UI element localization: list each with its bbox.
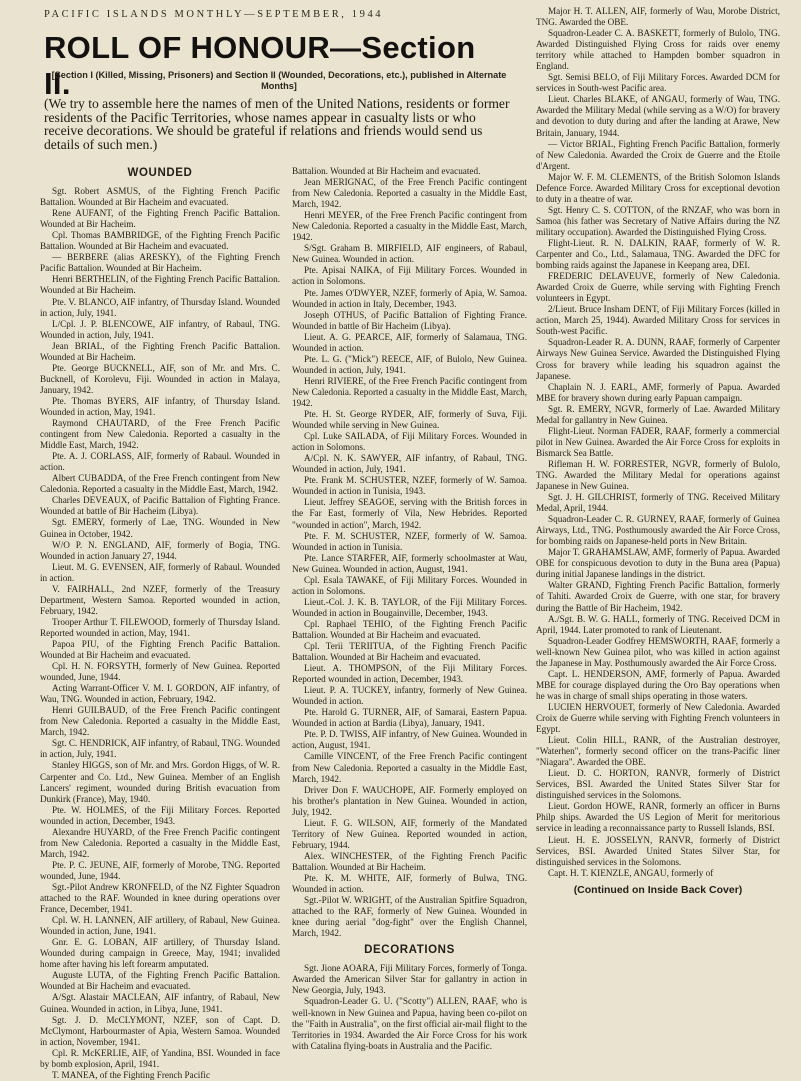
roll-entry: Papoa PIU, of the Fighting French Pacific Battalion. Wounded at Bir Hacheim and evacuated.: [40, 638, 280, 661]
roll-entry: Pte. L. G. ("Mick") REECE, AIF, of Bulolo, New Guinea. Wounded in action, July, 1941.: [292, 353, 527, 375]
page-subtitle: [Section I (Killed, Missing, Prisoners) and Section II (Wounded, Decorations, etc.), published in Alternate Months]: [51, 70, 507, 91]
roll-entry: 2/Lieut. Bruce Insham DENT, of Fiji Military Forces (killed in action, March 25, 1944). Awarded Military Cross for services in South-west Pacific.: [536, 304, 780, 337]
roll-entry: Trooper Arthur T. FILEWOOD, formerly of Thursday Island. Reported wounded in action, May, 1941.: [40, 616, 280, 638]
roll-entry: Lieut. Colin HILL, RANR, of the Australian destroyer, "Waterhen", formerly second officer on the trans-Pacific liner "Niagara". Awarded the OBE.: [536, 735, 780, 768]
roll-entry: Capt. H. T. KIENZLE, ANGAU, formerly of: [548, 867, 714, 878]
roll-entry: Pte. George BUCKNELL, AIF, son of Mr. and Mrs. C. Bucknell, of Korolevu, Fiji. Wounded in action in Malaya, January, 1942.: [40, 362, 280, 395]
roll-entry: Pte. Harold G. TURNER, AIF, of Samarai, Eastern Papua. Wounded in action at Bardia (Libya), January, 1941.: [292, 707, 527, 729]
decorations-list-right: [536, 6, 780, 879]
roll-entry: Driver Don F. WAUCHOPE, AIF. Formerly employed on his brother's plantation in New Guinea. Wounded in action, July, 1942.: [292, 784, 527, 817]
roll-entry: W/O P. N. ENGLAND, AIF, formerly of Bogia, TNG. Wounded in action January 27, 1944.: [40, 539, 280, 561]
roll-entry: Sgt. Henry C. S. COTTON, of the RNZAF, who was born in Samoa (his father was Secretary of Native Affairs during the NZ military occupation). Awarded the Distinguished Flying Cross.: [536, 204, 780, 237]
roll-entry: Lieut. Charles BLAKE, of ANGAU, formerly of Wau, TNG. Awarded the Military Medal (while serving as a W/O) for bravery and devotion to duty during and after the landing at Arawe, New Britain, January, 1944.: [536, 94, 780, 138]
roll-entry: Sgt. J. D. McCLYMONT, NZEF, son of Capt. D. McClymont, Harbourmaster of Apia, Western Samoa. Wounded in action, November, 1941.: [40, 1014, 280, 1047]
roll-entry: A/Cpl. N. K. SAWYER, AIF infantry, of Rabaul, TNG. Wounded in action, July, 1941.: [292, 453, 527, 475]
roll-entry: Cpl. H. N. FORSYTH, formerly of New Guinea. Reported wounded, June, 1944.: [40, 661, 280, 683]
roll-entry: Joseph OTHUS, of Pacific Battalion of Fighting France. Wounded in battle of Bir Hacheim (Libya).: [292, 309, 527, 331]
roll-entry: Rifleman H. W. FORRESTER, NGVR, formerly of Bulolo, TNG. Awarded the Military Medal for operations against Japanese in New Guinea.: [536, 458, 780, 492]
roll-entry: Cpl. W. H. LANNEN, AIF artillery, of Rabaul, New Guinea. Wounded in action, June, 1941.: [40, 915, 280, 937]
roll-entry: Gnr. E. G. LOBAN, AIF artillery, of Thursday Island. Wounded during campaign in Greece, May, 1941; invalided home after having his left forearm amputated.: [40, 937, 280, 970]
roll-entry: Squadron-Leader C. R. GURNEY, RAAF, formerly of Guinea Airways, Ltd., TNG. Posthumously awarded the Air Force Cross, for bombing raids on Japanese-held ports in New Britain.: [536, 514, 780, 547]
roll-entry: V. FAIRHALL, 2nd NZEF, formerly of the Treasury Department, Western Samoa. Reported wounded in action, February, 1942.: [40, 583, 280, 616]
roll-entry: Major H. T. ALLEN, AIF, formerly of Wau, Morobe District, TNG. Awarded the OBE.: [536, 6, 780, 28]
roll-entry: Sgt. C. HENDRICK, AIF infantry, of Rabaul, TNG. Wounded in action, July, 1941.: [40, 738, 280, 760]
roll-entry: Sgt. Semisi BELO, of Fiji Military Forces. Awarded DCM for services in South-west Pacific area.: [536, 72, 780, 94]
roll-entry: Jean BRIAL, of the Fighting French Pacific Battalion. Wounded at Bir Hacheim.: [40, 340, 280, 362]
roll-entry: Walter GRAND, Fighting French Pacific Battalion, formerly of Tahiti. Awarded Croix de Guerre, with one star, for bravery during the Battle of Bir Hacheim, 1942.: [536, 580, 780, 613]
roll-entry: A/Sgt. Alastair MACLEAN, AIF infantry, of Rabaul, New Guinea. Wounded in action, in Libya, June, 1941.: [40, 992, 280, 1014]
roll-entry: Lieut. P. A. TUCKEY, infantry, formerly of New Guinea. Wounded in action.: [292, 685, 527, 707]
roll-entry: Stanley HIGGS, son of Mr. and Mrs. Gordon Higgs, of W. R. Carpenter and Co. Ltd., New Guinea. Member of an English Lancers' regiment, wounded during British evacuation from Dunkirk (France), May, 1940.: [40, 760, 280, 804]
roll-entry: Pte. A. J. CORLASS, AIF, formerly of Rabaul. Wounded in action.: [40, 451, 280, 473]
roll-entry: Lieut. D. C. HORTON, RANVR, formerly of District Services, BSI. Awarded the United States Silver Star for distinguished services in the Solomons.: [536, 768, 780, 801]
intro-paragraph: (We try to assemble here the names of men of the United Nations, residents or former residents of the Pacific Territories, whose names appear in casualty lists or who receive decorations. We should be grateful if relations and friends would send us details of such men.): [44, 96, 510, 152]
section-heading-decorations: DECORATIONS: [364, 944, 455, 957]
roll-entry: Lieut. Gordon HOWE, RANR, formerly an officer in Burns Philp ships. Awarded the US Legion of Merit for meritorious service in leading a reconnaissance party to Russell Islands, BSI.: [536, 801, 780, 834]
roll-entry: FREDERIC DELAVEUVE, formerly of New Caledonia. Awarded Croix de Guerre, while serving with Fighting French volunteers in Egypt.: [536, 271, 780, 304]
roll-entry: Lieut. M. G. EVENSEN, AIF, formerly of Rabaul. Wounded in action.: [40, 561, 280, 583]
roll-entry: Pte. K. M. WHITE, AIF, formerly of Bulwa, TNG. Wounded in action.: [292, 873, 527, 895]
roll-entry: Pte. P. C. JEUNE, AIF, formerly of Morobe, TNG. Reported wounded, June, 1944.: [40, 859, 280, 881]
roll-entry: Pte. Frank M. SCHUSTER, NZEF, formerly of W. Samoa. Wounded in action in Tunisia, 1943.: [292, 475, 527, 497]
roll-entry: L/Cpl. J. P. BLENCOWE, AIF infantry, of Rabaul, TNG. Wounded in action, July, 1941.: [40, 318, 280, 340]
roll-entry: Cpl. Esala TAWAKE, of Fiji Military Forces. Wounded in action in Solomons.: [292, 574, 527, 596]
roll-entry: Raymond CHAUTARD, of the Free French Pacific contingent from New Caledonia. Reported a casualty in the Middle East, March, 1942.: [40, 418, 280, 451]
roll-entry: Jean MERIGNAC, of the Free French Pacific contingent from New Caledonia. Reported a casualty in the Middle East, March, 1942.: [292, 177, 527, 210]
roll-entry: Pte. Lance STARFER, AIF, formerly schoolmaster at Wau, New Guinea. Wounded in action, August, 1941.: [292, 552, 527, 574]
roll-entry: Sgt.-Pilot W. WRIGHT, of the Australian Spitfire Squadron, attached to the RAF, formerly of New Guinea. Wounded in knee during aerial "dog-fight" over the English Channel, March, 1942.: [292, 895, 527, 939]
roll-entry: Squadron-Leader R. A. DUNN, RAAF, formerly of Carpenter Airways New Guinea Service. Awarded the Distinguished Flying Cross for bravery while leading his squadron against the Japanese.: [536, 337, 780, 381]
column-left: [40, 166, 280, 1080]
roll-entry: Camille VINCENT, of the Free French Pacific contingent from New Caledonia. Reported a casualty in the Middle East, March, 1942.: [292, 751, 527, 784]
roll-entry: Sgt. Jione AOARA, Fiji Military Forces, formerly of Tonga. Awarded the American Silver Star for gallantry in action in New Georgia, July, 1943.: [292, 963, 527, 996]
roll-entry: Lieut. F. G. WILSON, AIF, formerly of the Mandated Territory of New Guinea. Reported wounded in action, February, 1944.: [292, 817, 527, 850]
roll-entry: Albert CUBADDA, of the Free French contingent from New Caledonia. Reported a casualty in the Middle East, March, 1942.: [40, 473, 280, 495]
roll-entry: Rene AUFANT, of the Fighting French Pacific Battalion. Wounded at Bir Hacheim.: [40, 208, 280, 230]
roll-entry: Major T. GRAHAMSLAW, AMF, formerly of Papua. Awarded OBE for conspicuous devotion to duty in the Buna area (Papua) during initial Japanese landings in the district.: [536, 547, 780, 580]
roll-entry: Pte. P. D. TWISS, AIF infantry, of New Guinea. Wounded in action, August, 1941.: [292, 729, 527, 751]
roll-entry: Henri GUILBAUD, of the Free French Pacific contingent from New Caledonia. Reported a casualty in the Middle East, March, 1942.: [40, 705, 280, 738]
roll-entry: — Victor BRIAL, Fighting French Pacific Battalion, formerly of New Caledonia. Awarded the Croix de Guerre and the Etoile d'Argent.: [536, 138, 780, 171]
roll-entry: Lieut. A. THOMPSON, of the Fiji Military Forces. Reported wounded in action, December, 1943.: [292, 663, 527, 685]
roll-entry: Squadron-Leader G. U. ("Scotty") ALLEN, RAAF, who is well-known in New Guinea and Papua, having been co-pilot on the "Faith in Australia", on the first official air-mail flight to the Territories in 1934. Awarded the Air Force Cross for his work with Catalina flying-boats in Australia and the Pacific.: [292, 996, 527, 1051]
wounded-list-middle: [292, 166, 527, 939]
roll-entry: Squadron-Leader C. A. BASKETT, formerly of Bulolo, TNG. Awarded Distinguished Flying Cross for raids over enemy territory while attached to Hampden bomber squadron in England.: [536, 28, 780, 72]
roll-entry: Charles DEVEAUX, of Pacific Battalion of Fighting France. Wounded at battle of Bir Hacheim (Libya).: [40, 495, 280, 517]
roll-entry: Auguste LUTA, of the Fighting French Pacific Battalion. Wounded at Bir Hacheim and evacuated.: [40, 970, 280, 992]
roll-entry: Henri BERTHELIN, of the Fighting French Pacific Battalion. Wounded at Bir Hacheim.: [40, 274, 280, 296]
roll-entry: Lieut.-Col. J. K. B. TAYLOR, of the Fiji Military Forces. Wounded in action in Bougainville, December, 1943.: [292, 596, 527, 618]
decorations-list-middle: [292, 963, 527, 1051]
roll-entry: Lieut. H. E. JOSSELYN, RANVR, formerly of District Services, BSI. Awarded United States Silver Star, for distinguished services in the Solomons.: [536, 834, 780, 867]
roll-entry: Cpl. Thomas BAMBRIDGE, of the Fighting French Pacific Battalion. Wounded at Bir Hacheim and evacuated.: [40, 230, 280, 252]
roll-entry: Flight-Lieut. Norman FADER, RAAF, formerly a commercial pilot in New Guinea. Awarded the Air Force Cross for exploits in Bismarck Sea Battle.: [536, 425, 780, 458]
roll-entry: Squadron-Leader Godfrey HEMSWORTH, RAAF, formerly a well-known New Guinea pilot, who was killed in action against the Japanese in May. Posthumously awarded the Air Force Cross.: [536, 635, 780, 668]
roll-entry: Henri MEYER, of the Free French Pacific contingent from New Caledonia. Reported a casualty in the Middle East, March, 1942.: [292, 210, 527, 243]
column-right: [536, 6, 780, 1046]
roll-entry: Flight-Lieut. R. N. DALKIN, RAAF, formerly of W. R. Carpenter and Co., Ltd., Salamaua, TNG. Awarded the DFC for bombing raids against the Japanese in Keepang area, DEI.: [536, 237, 780, 271]
roll-entry: Chaplain N. J. EARL, AMF, formerly of Papua. Awarded MBE for bravery shown during early Papuan campaign.: [536, 381, 780, 403]
roll-entry: Pte. Apisai NAIKA, of Fiji Military Forces. Wounded in action in Solomons.: [292, 265, 527, 287]
roll-entry: S/Sgt. Graham B. MIRFIELD, AIF engineers, of Rabaul, New Guinea. Wounded in action.: [292, 243, 527, 265]
roll-entry: Cpl. Luke SAILADA, of Fiji Military Forces. Wounded in action in Solomons.: [292, 431, 527, 453]
roll-entry: Sgt.-Pilot Andrew KRONFELD, of the NZ Fighter Squadron attached to the RAF. Wounded in knee during operations over France, December, 1941.: [40, 882, 280, 915]
column-middle: [292, 166, 527, 1051]
roll-entry: Alex. WINCHESTER, of the Fighting French Pacific Battalion. Wounded at Bir Hacheim.: [292, 850, 527, 872]
roll-entry: Pte. James O'DWYER, NZEF, formerly of Apia, W. Samoa. Wounded in action in Italy, December, 1943.: [292, 287, 527, 309]
roll-entry: Major W. F. M. CLEMENTS, of the British Solomon Islands Defence Force. Awarded Military Cross for exceptional devotion to duty in a theatre of war.: [536, 171, 780, 204]
roll-entry: Alexandre HUYARD, of the Free French Pacific contingent from New Caledonia. Reported a casualty in the Middle East, March, 1942.: [40, 826, 280, 859]
roll-entry: Sgt. Robert ASMUS, of the Fighting French Pacific Battalion. Wounded at Bir Hacheim and evacuated.: [40, 186, 280, 208]
roll-entry: Lieut. Jeffrey SEAGOE, serving with the British forces in the Far East, formerly of Vila, New Hebrides. Reported "wounded in action", March, 1942.: [292, 497, 527, 530]
roll-entry: Acting Warrant-Officer V. M. I. GORDON, AIF infantry, of Wau, TNG. Wounded in action, February, 1942.: [40, 683, 280, 705]
roll-entry: Cpl. Raphael TEHIO, of the Fighting French Pacific Battalion. Wounded at Bir Hacheim and evacuated.: [292, 618, 527, 640]
roll-entry: A./Sgt. B. W. G. HALL, formerly of TNG. Received DCM in April, 1944. Later promoted to rank of Lieutenant.: [536, 613, 780, 635]
roll-entry: Pte. H. St. George RYDER, AIF, formerly of Suva, Fiji. Wounded while serving in New Guinea.: [292, 409, 527, 431]
roll-entry: Pte. F. M. SCHUSTER, NZEF, formerly of W. Samoa. Wounded in action in Tunisia.: [292, 530, 527, 552]
wounded-list-left: [40, 186, 280, 1081]
section-heading-wounded: WOUNDED: [127, 167, 193, 179]
roll-entry: Henri RIVIERE, of the Free French Pacific contingent from New Caledonia. Reported a casualty in the Middle East, March, 1942.: [292, 375, 527, 408]
roll-entry: Battalion. Wounded at Bir Hacheim and evacuated.: [292, 166, 481, 176]
roll-entry: Pte. V. BLANCO, AIF infantry, of Thursday Island. Wounded in action, July, 1941.: [40, 296, 280, 318]
roll-entry: Pte. Thomas BYERS, AIF infantry, of Thursday Island. Wounded in action, May, 1941.: [40, 395, 280, 417]
roll-entry: Sgt. J. H. GILCHRIST, formerly of TNG. Received Military Medal, April, 1944.: [536, 492, 780, 514]
continued-note: (Continued on Inside Back Cover): [573, 883, 743, 896]
roll-entry: T. MANEA, of the Fighting French Pacific: [52, 1069, 211, 1080]
running-head: PACIFIC ISLANDS MONTHLY—SEPTEMBER, 1944: [44, 9, 384, 20]
roll-entry: Cpl. Teriì TERIITUA, of the Fighting French Pacific Battalion. Wounded at Bir Hacheim and evacuated.: [292, 641, 527, 663]
roll-entry: Pte. W. HOLMES, of the Fiji Military Forces. Reported wounded in action, December, 1943.: [40, 804, 280, 826]
roll-entry: Capt. L. HENDERSON, AMF, formerly of Papua. Awarded MBE for courage displayed during the Oro Bay operations when he was in charge of small ships operating in those waters.: [536, 668, 780, 701]
roll-entry: Lieut. A. G. PEARCE, AIF, formerly of Salamaua, TNG. Wounded in action.: [292, 331, 527, 353]
roll-entry: — BERBERE (alias ARESKY), of the Fighting French Pacific Battalion. Wounded at Bir Hacheim.: [40, 252, 280, 274]
page-title: ROLL OF HONOUR—Section II.: [44, 30, 476, 101]
roll-entry: Sgt. EMERY, formerly of Lae, TNG. Wounded in New Guinea in October, 1942.: [40, 517, 280, 539]
roll-entry: LUCIEN HERVOUET, formerly of New Caledonia. Awarded Croix de Guerre while serving with Fighting French volunteers in Egypt.: [536, 701, 780, 735]
roll-entry: Cpl. R. McKERLIE, AIF, of Yandina, BSI. Wounded in face by bomb explosion, April, 1941.: [40, 1047, 280, 1069]
roll-entry: Sgt. R. EMERY, NGVR, formerly of Lae. Awarded Military Medal for gallantry in New Guinea.: [536, 403, 780, 425]
